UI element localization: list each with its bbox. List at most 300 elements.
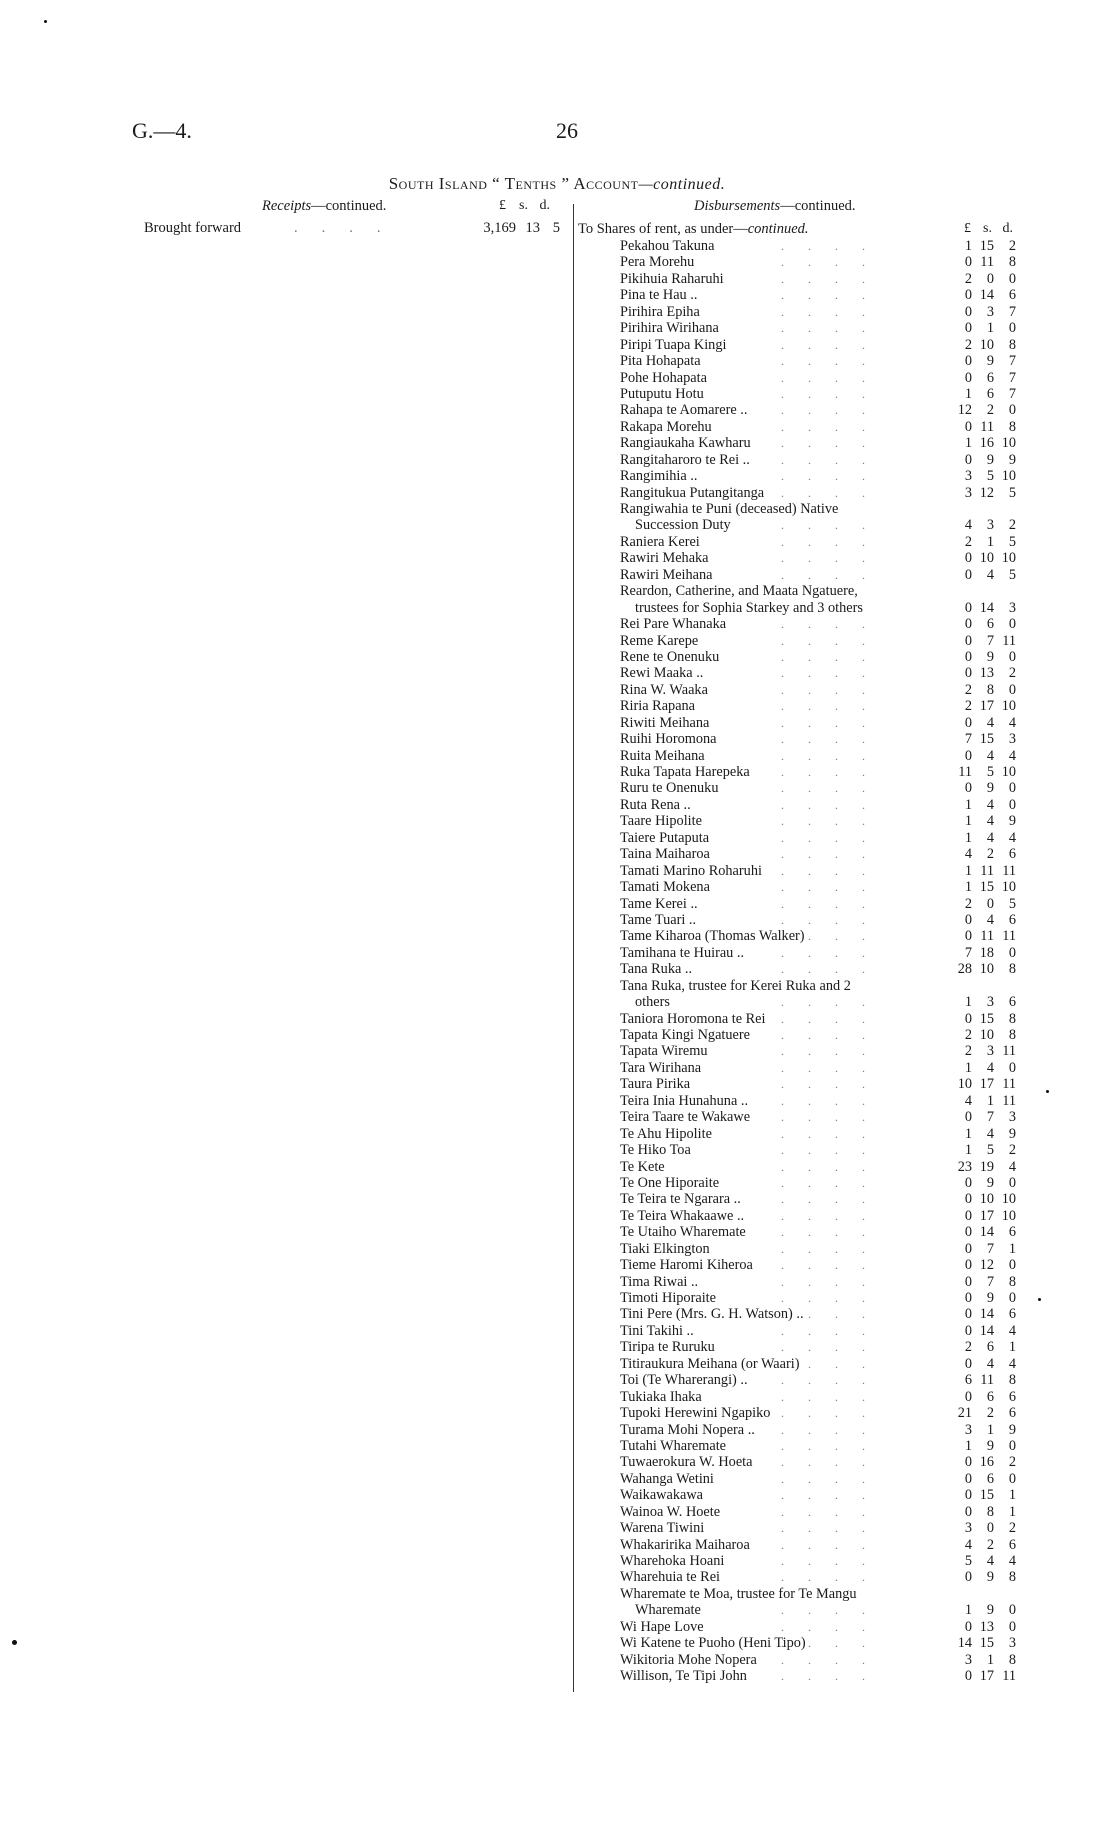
- table-row: [620, 928, 1032, 944]
- payee-name: Pikihuia Raharuhi: [620, 270, 724, 287]
- amount: [950, 1652, 1016, 1668]
- table-row: [620, 320, 1032, 336]
- payee-name: Ruta Rena ..: [620, 796, 691, 813]
- shillings: 9: [986, 780, 994, 797]
- shillings: 7: [986, 1109, 994, 1126]
- pence: 10: [1001, 435, 1016, 452]
- pence: 9: [1008, 1125, 1016, 1142]
- payee-name: Wi Hape Love: [620, 1618, 704, 1635]
- shillings: 17: [979, 1668, 994, 1685]
- table-row: [620, 633, 1032, 649]
- amount: [950, 1537, 1016, 1553]
- pence: 10: [1001, 468, 1016, 485]
- pence: 7: [1008, 369, 1016, 386]
- pence: 11: [1002, 928, 1016, 945]
- leader-dots: ....: [781, 699, 889, 714]
- leader-dots: ....: [781, 1438, 889, 1453]
- print-speck: [12, 1640, 17, 1645]
- payee-name: Willison, Te Tipi John: [620, 1668, 747, 1685]
- leader-dots: ....: [781, 962, 889, 977]
- table-row: [620, 1027, 1032, 1043]
- leader-dots: ....: [781, 732, 889, 747]
- amount: [950, 1011, 1016, 1027]
- amount: [950, 1126, 1016, 1142]
- table-row: [620, 1487, 1032, 1503]
- payee-name: Wikitoria Mohe Nopera: [620, 1651, 757, 1668]
- amount: [950, 485, 1016, 501]
- pounds: 1: [964, 796, 972, 813]
- pounds: 3,169: [483, 220, 516, 236]
- leader-dots: ....: [781, 469, 889, 484]
- shillings: 9: [986, 1437, 994, 1454]
- shillings: 11: [980, 254, 994, 271]
- leader-dots: ....: [781, 995, 889, 1010]
- pounds: 0: [964, 632, 972, 649]
- leader-dots: ....: [781, 1521, 889, 1536]
- leader-dots: ....: [781, 830, 889, 845]
- table-row: [620, 1290, 1032, 1306]
- table-row: [620, 287, 1032, 303]
- shillings: 6: [986, 616, 994, 633]
- document-reference: G.—4.: [132, 118, 192, 143]
- table-row: [620, 682, 1032, 698]
- shillings: 15: [979, 238, 994, 254]
- table-row: [620, 517, 1032, 533]
- table-row: [620, 1339, 1032, 1355]
- pounds: 0: [964, 1109, 972, 1126]
- pence: 6: [1008, 911, 1016, 928]
- amount: [950, 1438, 1016, 1454]
- shillings: 15: [979, 879, 994, 896]
- pounds: 0: [964, 353, 972, 370]
- leader-dots: ....: [781, 863, 889, 878]
- leader-dots: ....: [781, 419, 889, 434]
- pounds: 4: [964, 517, 972, 534]
- pounds: 0: [964, 616, 972, 633]
- amount: [950, 616, 1016, 632]
- leader-dots: ....: [781, 880, 889, 895]
- payee-name: Tana Ruka, trustee for Kerei Ruka and 2: [620, 977, 851, 994]
- shillings: 7: [986, 1273, 994, 1290]
- pounds: 2: [964, 533, 972, 550]
- payee-name: Rangitukua Putangitanga: [620, 484, 765, 501]
- shillings: 4: [986, 1553, 994, 1569]
- pence: 2: [1008, 517, 1016, 534]
- shillings: 3: [986, 1043, 994, 1060]
- shillings: 13: [979, 665, 994, 682]
- shillings: 14: [979, 1306, 994, 1323]
- table-row: [620, 1553, 1032, 1569]
- pounds: 0: [964, 1322, 972, 1339]
- pence: 10: [1001, 879, 1016, 896]
- pounds: 0: [964, 1290, 972, 1306]
- shillings: 9: [986, 1602, 994, 1619]
- shillings: 12: [979, 484, 994, 501]
- table-row: [620, 1389, 1032, 1405]
- leader-dots: ....: [781, 304, 889, 319]
- shillings: 1: [986, 533, 994, 550]
- shillings: 14: [979, 599, 994, 616]
- pounds: 3: [964, 1421, 972, 1438]
- pounds: 0: [964, 369, 972, 386]
- pounds: 2: [964, 1339, 972, 1356]
- leader-dots: ....: [781, 370, 889, 385]
- amount: [950, 435, 1016, 451]
- pence: 7: [1008, 385, 1016, 402]
- table-row: [620, 1257, 1032, 1273]
- payee-name: Rewi Maaka ..: [620, 665, 704, 682]
- amount: [950, 1142, 1016, 1158]
- leader-dots: ....: [781, 485, 889, 500]
- shillings: 17: [979, 698, 994, 715]
- pence: 4: [1008, 1553, 1016, 1569]
- leader-dots: ....: [781, 1126, 889, 1141]
- amount: [950, 550, 1016, 566]
- table-row: [620, 731, 1032, 747]
- payee-name: Taniora Horomona te Rei: [620, 1010, 766, 1027]
- payee-name: Rakapa Morehu: [620, 418, 712, 435]
- leader-dots: ....: [781, 567, 889, 582]
- table-row: [620, 1504, 1032, 1520]
- pence: 3: [1008, 731, 1016, 748]
- shillings: 11: [980, 418, 994, 435]
- payee-name: Ruru te Onenuku: [620, 780, 719, 797]
- shillings: 10: [979, 550, 994, 567]
- amount: [950, 1553, 1016, 1569]
- pence: 0: [1008, 1290, 1016, 1306]
- pence: 0: [1008, 1437, 1016, 1454]
- table-row: [620, 1011, 1032, 1027]
- pounds: 0: [964, 928, 972, 945]
- pounds: 0: [964, 1569, 972, 1586]
- leader-dots: ....: [781, 682, 889, 697]
- table-row: [620, 616, 1032, 632]
- shillings: 4: [986, 796, 994, 813]
- amount: [950, 600, 1016, 616]
- leader-dots: ....: [781, 1274, 889, 1289]
- pence: 2: [1008, 1520, 1016, 1537]
- pounds: 2: [964, 336, 972, 353]
- table-row: [620, 715, 1032, 731]
- table-row: [620, 1652, 1032, 1668]
- shillings: 6: [986, 385, 994, 402]
- table-row: [620, 1093, 1032, 1109]
- pence: 1: [1008, 1503, 1016, 1520]
- amount: [950, 1175, 1016, 1191]
- payee-name: Timoti Hiporaite: [620, 1290, 716, 1306]
- pounds: 0: [964, 1668, 972, 1685]
- table-row: [620, 698, 1032, 714]
- amount: [950, 961, 1016, 977]
- pounds: 0: [964, 1454, 972, 1471]
- pounds: 1: [964, 994, 972, 1011]
- pence: 7: [1008, 303, 1016, 320]
- payee-name: Te Hiko Toa: [620, 1142, 691, 1159]
- amount: [950, 534, 1016, 550]
- pounds: 7: [964, 731, 972, 748]
- leader-dots: ....: [781, 633, 889, 648]
- table-row: [620, 534, 1032, 550]
- leader-dots: ....: [781, 1406, 889, 1421]
- shillings: 1: [986, 1092, 994, 1109]
- amount: [950, 1257, 1016, 1273]
- payee-name: Ruihi Horomona: [620, 731, 717, 748]
- payee-name: Te Ahu Hipolite: [620, 1125, 712, 1142]
- shillings: 11: [980, 928, 994, 945]
- amount: [950, 896, 1016, 912]
- amount: [950, 304, 1016, 320]
- amount: [950, 912, 1016, 928]
- table-row: [620, 1043, 1032, 1059]
- table-row: [620, 1635, 1032, 1651]
- amount: [950, 665, 1016, 681]
- table-row: [620, 1224, 1032, 1240]
- pence: 7: [1008, 353, 1016, 370]
- table-row: [620, 452, 1032, 468]
- pence: 1: [1008, 1240, 1016, 1257]
- pounds: 0: [964, 254, 972, 271]
- shillings: 12: [979, 1257, 994, 1274]
- shillings: 2: [986, 846, 994, 863]
- amount: [950, 698, 1016, 714]
- amount: [950, 813, 1016, 829]
- pence: 10: [1001, 698, 1016, 715]
- pounds: 3: [964, 1520, 972, 1537]
- pounds: 0: [964, 1355, 972, 1372]
- pounds: 7: [964, 944, 972, 961]
- amount: [950, 1076, 1016, 1092]
- print-speck: [44, 20, 47, 23]
- pounds: 0: [964, 1503, 972, 1520]
- amount: [950, 567, 1016, 583]
- pounds: 11: [958, 764, 972, 780]
- pence: 6: [1008, 1405, 1016, 1422]
- shillings: 1: [986, 1421, 994, 1438]
- table-row: [620, 764, 1032, 780]
- leader-dots: ....: [781, 288, 889, 303]
- disbursements-currency-header: [950, 221, 1013, 237]
- shillings: 1: [986, 1651, 994, 1668]
- pounds: 0: [964, 1257, 972, 1274]
- amount: [950, 797, 1016, 813]
- shillings: 15: [979, 1487, 994, 1504]
- leader-dots: ....: [781, 1455, 889, 1470]
- leader-dots: ....: [781, 1110, 889, 1125]
- payee-name: Rina W. Waaka: [620, 681, 708, 698]
- title-lead: South Island: [388, 174, 488, 193]
- leader-dots: ....: [781, 518, 889, 533]
- shillings: 4: [986, 747, 994, 764]
- shillings: 6: [986, 1388, 994, 1405]
- leader-dots: ....: [781, 617, 889, 632]
- shillings: 6: [986, 1470, 994, 1487]
- payee-name: Wahanga Wetini: [620, 1470, 714, 1487]
- pounds: 1: [964, 1059, 972, 1076]
- shillings: 3: [986, 517, 994, 534]
- table-row: [620, 945, 1032, 961]
- pounds: 1: [964, 1437, 972, 1454]
- table-row: [620, 1306, 1032, 1322]
- payee-name: Raniera Kerei: [620, 533, 700, 550]
- payee-name: Tapata Kingi Ngatuere: [620, 1027, 750, 1043]
- pence: 8: [1008, 418, 1016, 435]
- payee-name: Tame Kiharoa (Thomas Walker): [620, 928, 805, 945]
- shillings: 11: [980, 862, 994, 879]
- page-number: 26: [556, 118, 578, 143]
- shillings: 9: [986, 648, 994, 665]
- table-row: [620, 1191, 1032, 1207]
- leader-dots: ....: [781, 321, 889, 336]
- leader-dots: ....: [781, 945, 889, 960]
- pence: 4: [1008, 829, 1016, 846]
- shillings: 4: [986, 566, 994, 583]
- amount: [950, 846, 1016, 862]
- amount: [950, 863, 1016, 879]
- leader-dots: ....: [781, 1011, 889, 1026]
- table-row: [620, 1569, 1032, 1585]
- table-row: [620, 1241, 1032, 1257]
- leader-dots: ....: [781, 1044, 889, 1059]
- pounds: 2: [964, 681, 972, 698]
- payee-name: Teira Inia Hunahuna ..: [620, 1092, 749, 1109]
- leader-dots: ....: [781, 551, 889, 566]
- shillings: 10: [979, 1191, 994, 1208]
- table-row: [620, 830, 1032, 846]
- pence: 9: [1008, 451, 1016, 468]
- amount: [950, 1635, 1016, 1651]
- shillings: 4: [986, 1059, 994, 1076]
- leader-dots: ....: [781, 1389, 889, 1404]
- table-row: [620, 961, 1032, 977]
- amount: [950, 1159, 1016, 1175]
- pounds: 0: [964, 451, 972, 468]
- payee-name: Tara Wirihana: [620, 1059, 702, 1076]
- receipts-currency-header: [484, 198, 550, 214]
- shillings: 13: [525, 220, 540, 236]
- pounds: 6: [964, 1372, 972, 1389]
- leader-dots: ....: [781, 1669, 889, 1684]
- table-row: [620, 337, 1032, 353]
- pence-label: d.: [539, 198, 550, 213]
- pounds: 2: [964, 698, 972, 715]
- amount: [950, 1224, 1016, 1240]
- table-row: [620, 797, 1032, 813]
- shillings: 10: [979, 1027, 994, 1043]
- table-row: [620, 485, 1032, 501]
- leader-dots: ....: [781, 239, 889, 253]
- pence: 1: [1008, 1339, 1016, 1356]
- amount: [950, 928, 1016, 944]
- amount: [950, 1306, 1016, 1322]
- payee-name: Succession Duty: [635, 517, 731, 534]
- payee-name: Te One Hiporaite: [620, 1174, 720, 1191]
- pence: 0: [1008, 780, 1016, 797]
- amount: [950, 238, 1016, 254]
- table-row: [620, 665, 1032, 681]
- pence: 10: [1001, 1207, 1016, 1224]
- leader-dots: ....: [781, 1603, 889, 1618]
- pounds: 0: [964, 665, 972, 682]
- table-row: [620, 1422, 1032, 1438]
- table-row: [620, 1586, 1032, 1602]
- payee-name: Tuwaerokura W. Hoeta: [620, 1454, 753, 1471]
- leader-dots: ....: [781, 847, 889, 862]
- pence: 8: [1008, 1027, 1016, 1043]
- payee-name: Tini Takihi ..: [620, 1322, 694, 1339]
- leader-dots: ....: [781, 1488, 889, 1503]
- payee-name: Rene te Onenuku: [620, 648, 720, 665]
- shillings: 8: [986, 1503, 994, 1520]
- leader-dots: ....: [781, 436, 889, 451]
- amount: [950, 1487, 1016, 1503]
- shillings: 15: [979, 1010, 994, 1027]
- pounds: 0: [964, 911, 972, 928]
- amount: [950, 994, 1016, 1010]
- table-row: [620, 567, 1032, 583]
- shillings: 16: [979, 1454, 994, 1471]
- payee-name: Riwiti Meihana: [620, 714, 710, 731]
- pence: 8: [1008, 1010, 1016, 1027]
- amount: [950, 764, 1016, 780]
- leader-dots: ....: [781, 1373, 889, 1388]
- table-row: [620, 994, 1032, 1010]
- pence: 4: [1008, 714, 1016, 731]
- amount: [950, 879, 1016, 895]
- leader-dots: ....: [781, 1060, 889, 1075]
- leader-dots: ....: [781, 452, 889, 467]
- table-row: [620, 649, 1032, 665]
- payee-name: Te Teira te Ngarara ..: [620, 1191, 741, 1208]
- amount: [950, 1602, 1016, 1618]
- leader-dots: ....: [781, 1340, 889, 1355]
- table-row: [620, 271, 1032, 287]
- table-row: [620, 912, 1032, 928]
- table-row: [620, 353, 1032, 369]
- pounds: 3: [964, 468, 972, 485]
- pence: 0: [1008, 616, 1016, 633]
- pence: 10: [1001, 550, 1016, 567]
- pence: 11: [1002, 1668, 1016, 1685]
- amount: [950, 254, 1016, 270]
- leader-dots: ....: [781, 1258, 889, 1273]
- pence: 6: [1008, 287, 1016, 304]
- leader-dots: ....: [781, 1356, 889, 1371]
- payee-name: Whakaririka Maiharoa: [620, 1536, 750, 1553]
- table-row: [620, 304, 1032, 320]
- leader-dots: ....: [294, 220, 405, 236]
- pounds: 1: [964, 879, 972, 896]
- shillings: 14: [979, 287, 994, 304]
- shillings: 15: [979, 1635, 994, 1652]
- receipts-heading-italic: Receipts: [262, 198, 312, 214]
- pounds: 0: [964, 1618, 972, 1635]
- payee-name: Pita Hohapata: [620, 353, 701, 370]
- table-row: [620, 1668, 1032, 1684]
- leader-dots: ....: [781, 1225, 889, 1240]
- amount: [950, 1471, 1016, 1487]
- pence: 11: [1002, 862, 1016, 879]
- amount: [950, 1569, 1016, 1585]
- pence: 0: [1008, 648, 1016, 665]
- payee-name: Tamati Mokena: [620, 879, 710, 896]
- table-row: [620, 419, 1032, 435]
- shillings: 2: [986, 1405, 994, 1422]
- table-row: [620, 863, 1032, 879]
- amount: [950, 353, 1016, 369]
- pounds: 0: [964, 648, 972, 665]
- pence: 2: [1008, 665, 1016, 682]
- amount: [950, 1060, 1016, 1076]
